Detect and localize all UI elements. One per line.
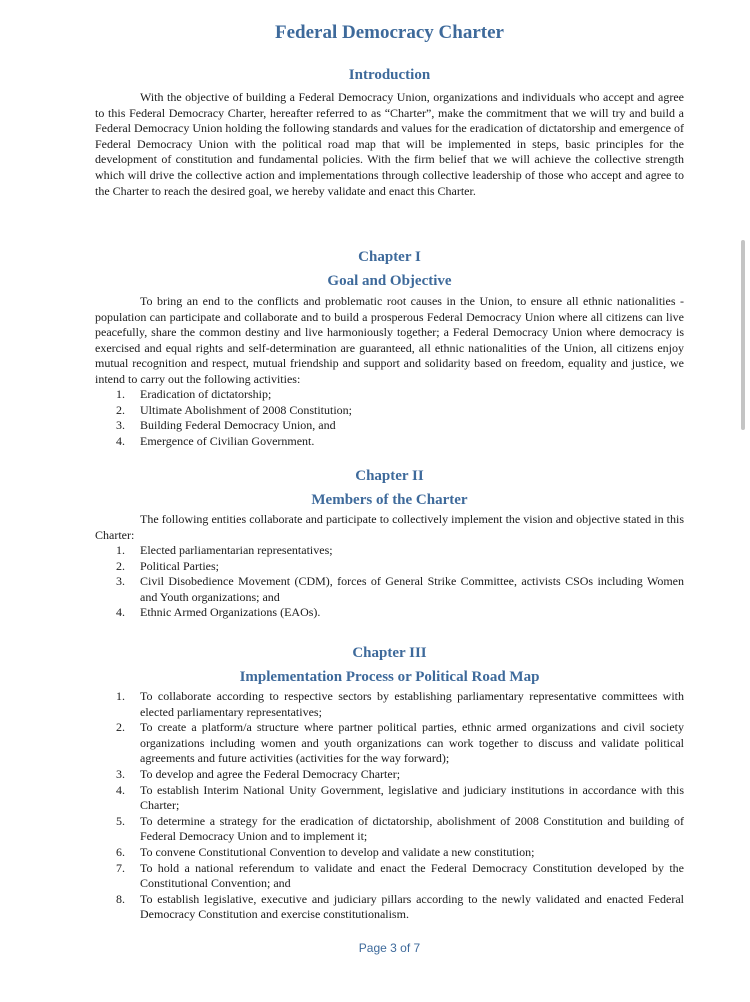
chapter-2-label: Chapter II — [355, 468, 424, 484]
list-item-text: Ultimate Abolishment of 2008 Constitution; — [140, 402, 352, 417]
document-title: Federal Democracy Charter — [275, 22, 504, 43]
chapter-3-label: Chapter III — [352, 645, 427, 661]
list-item-number: 2. — [116, 402, 125, 417]
list-item-text: To collaborate according to respective sectors by establishing parliamentary representative committees with elected parliamentary representatives; — [140, 689, 684, 719]
list-item — [95, 605, 684, 621]
list-item-number: 4. — [116, 782, 125, 797]
list-item-text: To establish Interim National Unity Government, legislative and judiciary institutions in accordance with this Charter; — [140, 782, 684, 813]
list-item-number: 2. — [116, 720, 125, 735]
list-item-number: 8. — [116, 891, 125, 906]
page-number-footer: Page 3 of 7 — [358, 941, 421, 955]
list-item-text: Eradication of dictatorship; — [140, 387, 272, 401]
list-item-number: 1. — [116, 543, 125, 557]
list-item-number: 3. — [116, 574, 125, 589]
list-item-text: To determine a strategy for the eradication of dictatorship, abolishment of 2008 Constitution and building of Federal Democracy Union and to implement it; — [140, 813, 684, 844]
introduction-paragraph — [95, 90, 684, 199]
list-item — [95, 434, 684, 450]
list-item-text: Civil Disobedience Movement (CDM), forces of General Strike Committee, activists CSOs including Women and Youth organizations; and — [140, 574, 684, 604]
chapter-1-list — [95, 387, 684, 449]
list-item — [95, 387, 684, 403]
list-item-number: 4. — [116, 433, 125, 448]
list-item-number: 2. — [116, 558, 125, 573]
list-item — [95, 403, 684, 419]
list-item — [95, 861, 684, 892]
list-item-text: To create a platform/a structure where partner political parties, ethnic armed organizations and civil society organizations including women and youth organizations can work together to discuss and validate political agreements and future activities (activities for the way forward); — [140, 720, 684, 766]
vertical-scrollbar[interactable] — [741, 240, 745, 430]
list-item — [95, 814, 684, 845]
chapter-1-text: To bring an end to the conflicts and problematic root causes in the Union, to ensure all ethnic nationalities - population can participate and collaborate and to build a prosperous Federal Democracy Union where all citizens can live peacefully, share the common destiny and live harmoniously together; a Federal Democracy Union where democracy is exercised and equal rights and self-determination are guaranteed, all ethnic nationalities of the Union, all citizens enjoy mutual recognition and respect, mutual friendship and support and solidarity based on freedom, equality and justice, we intend to carry out the following activities: — [95, 294, 684, 386]
list-item-text: Elected parliamentarian representatives; — [140, 543, 333, 557]
list-item — [95, 689, 684, 720]
list-item-text: To hold a national referendum to validate and enact the Federal Democracy Constitution developed by the Constitutional Convention; and — [140, 860, 684, 891]
introduction-text: With the objective of building a Federal Democracy Union, organizations and individuals who accept and agree to this Federal Democracy Charter, hereafter referred to as “Charter”, make the commitment that we will try and build a Federal Democracy Union holding the following standards and values for the eradication of dictatorship and emergence of Federal Democracy Union with the political road map that will be implemented in steps, basic principles for the development of constitution and fundamental policies. With the firm belief that we will achieve the collective strength which will drive the collective action and implementations through collective leadership of those who accept and agree to the Charter to reach the desired goal, we hereby validate and enact this Charter. — [95, 90, 684, 198]
list-item-number: 1. — [116, 387, 125, 401]
chapter-2-list — [95, 543, 684, 621]
chapter-1-label: Chapter I — [358, 249, 421, 265]
list-item-number: 3. — [116, 418, 125, 433]
list-item — [95, 783, 684, 814]
chapter-2-paragraph — [95, 512, 684, 543]
introduction-heading: Introduction — [348, 67, 431, 83]
chapter-2-text: The following entities collaborate and participate to collectively implement the vision and objective stated in this Charter: — [95, 512, 684, 542]
list-item — [95, 559, 684, 575]
list-item — [95, 543, 684, 559]
list-item-number: 4. — [116, 605, 125, 620]
chapter-1-heading: Goal and Objective — [327, 273, 452, 289]
document-page — [95, 0, 684, 1002]
chapter-3-heading: Implementation Process or Political Road Map — [239, 669, 540, 685]
list-item — [95, 574, 684, 605]
list-item-text: Building Federal Democracy Union, and — [140, 418, 336, 433]
list-item-number: 3. — [116, 766, 125, 781]
chapter-1-paragraph — [95, 294, 684, 388]
list-item-text: To convene Constitutional Convention to develop and validate a new constitution; — [140, 844, 535, 859]
list-item-number: 1. — [116, 689, 125, 703]
list-item-text: Political Parties; — [140, 558, 219, 573]
list-item-number: 6. — [116, 844, 125, 859]
list-item — [95, 720, 684, 767]
list-item-text: Emergence of Civilian Government. — [140, 433, 315, 448]
list-item — [95, 845, 684, 861]
chapter-3-list — [95, 689, 684, 923]
list-item — [95, 892, 684, 923]
list-item-number: 5. — [116, 813, 125, 828]
chapter-2-heading: Members of the Charter — [311, 492, 468, 508]
list-item — [95, 418, 684, 434]
list-item — [95, 767, 684, 783]
list-item-number: 7. — [116, 860, 125, 875]
list-item-text: To develop and agree the Federal Democracy Charter; — [140, 766, 401, 781]
list-item-text: Ethnic Armed Organizations (EAOs). — [140, 605, 321, 620]
list-item-text: To establish legislative, executive and judiciary pillars according to the newly validated and enacted Federal Democracy Constitution and exercise constitutionalism. — [140, 891, 684, 922]
